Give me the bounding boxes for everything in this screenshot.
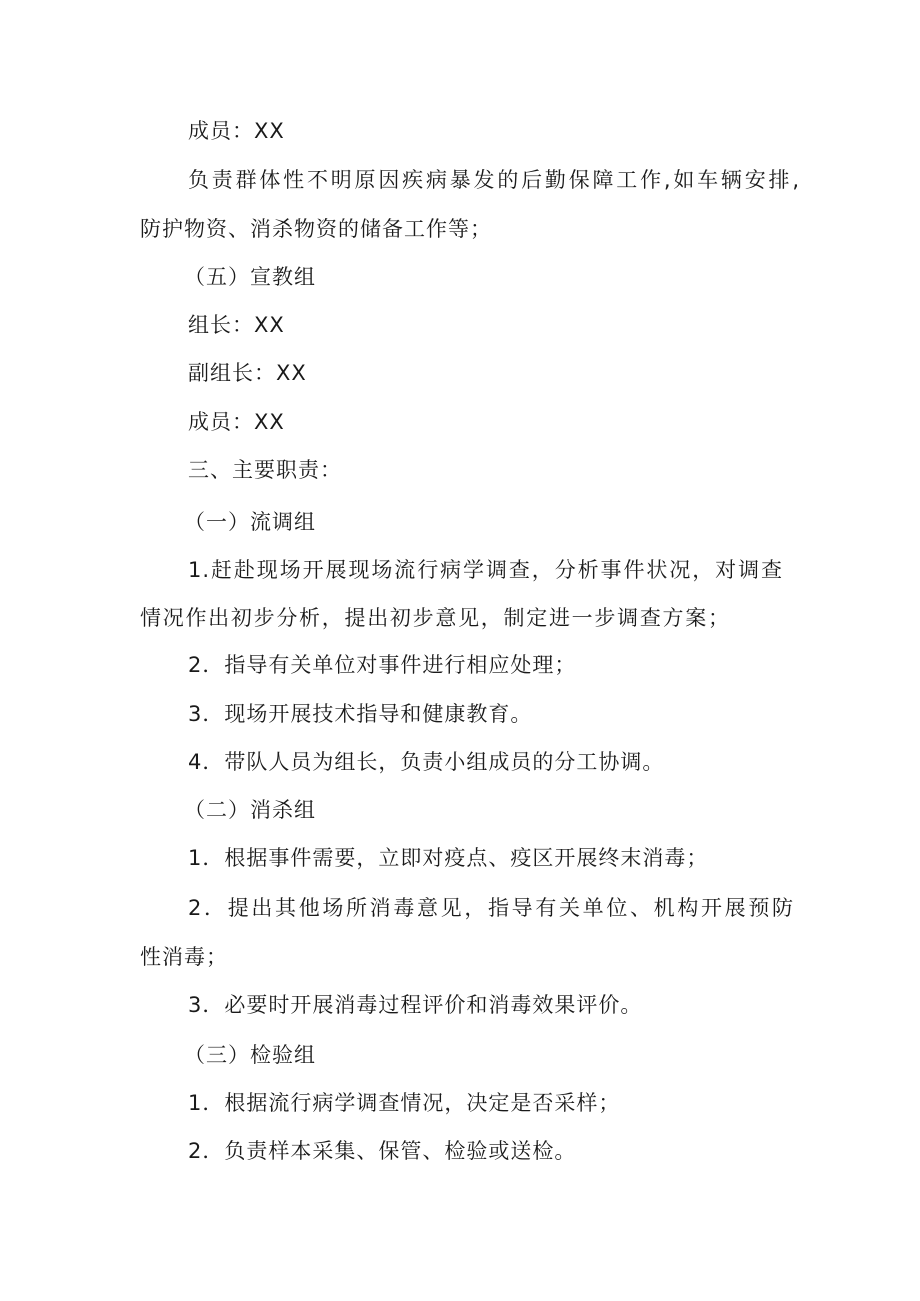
text-line: 副组长：XX (188, 361, 307, 385)
text-line: 1.赶赴现场开展现场流行病学调查，分析事件状况，对调查 (188, 558, 783, 582)
text-line: 组长：XX (188, 313, 285, 337)
text-line: 性消毒； (140, 945, 228, 969)
section-heading: 三、主要职责： (188, 458, 342, 482)
section-heading: （三）检验组 (184, 1043, 316, 1067)
list-item: 2．指导有关单位对事件进行相应处理； (188, 653, 577, 677)
list-item: 2．提出其他场所消毒意见，指导有关单位、机构开展预防 (188, 896, 794, 920)
list-item: 3．现场开展技术指导和健康教育。 (188, 702, 533, 726)
text-line: 防护物资、消杀物资的储备工作等； (140, 217, 492, 241)
section-heading: （一）流调组 (184, 510, 316, 534)
list-item: 4．带队人员为组长，负责小组成员的分工协调。 (188, 750, 665, 774)
section-heading: （五）宣教组 (184, 265, 316, 289)
section-heading: （二）消杀组 (184, 798, 316, 822)
text-line: 负责群体性不明原因疾病暴发的后勤保障工作,如车辆安排, (188, 168, 800, 192)
text-line: 情况作出初步分析，提出初步意见，制定进一步调查方案； (140, 606, 730, 630)
list-item: 3．必要时开展消毒过程评价和消毒效果评价。 (188, 993, 643, 1017)
list-item: 2．负责样本采集、保管、检验或送检。 (188, 1139, 577, 1163)
text-line: 成员：XX (188, 410, 285, 434)
list-item: 1．根据流行病学调查情况，决定是否采样； (188, 1091, 621, 1115)
list-item: 1．根据事件需要，立即对疫点、疫区开展终末消毒； (188, 846, 709, 870)
text-line: 成员：XX (188, 119, 285, 143)
